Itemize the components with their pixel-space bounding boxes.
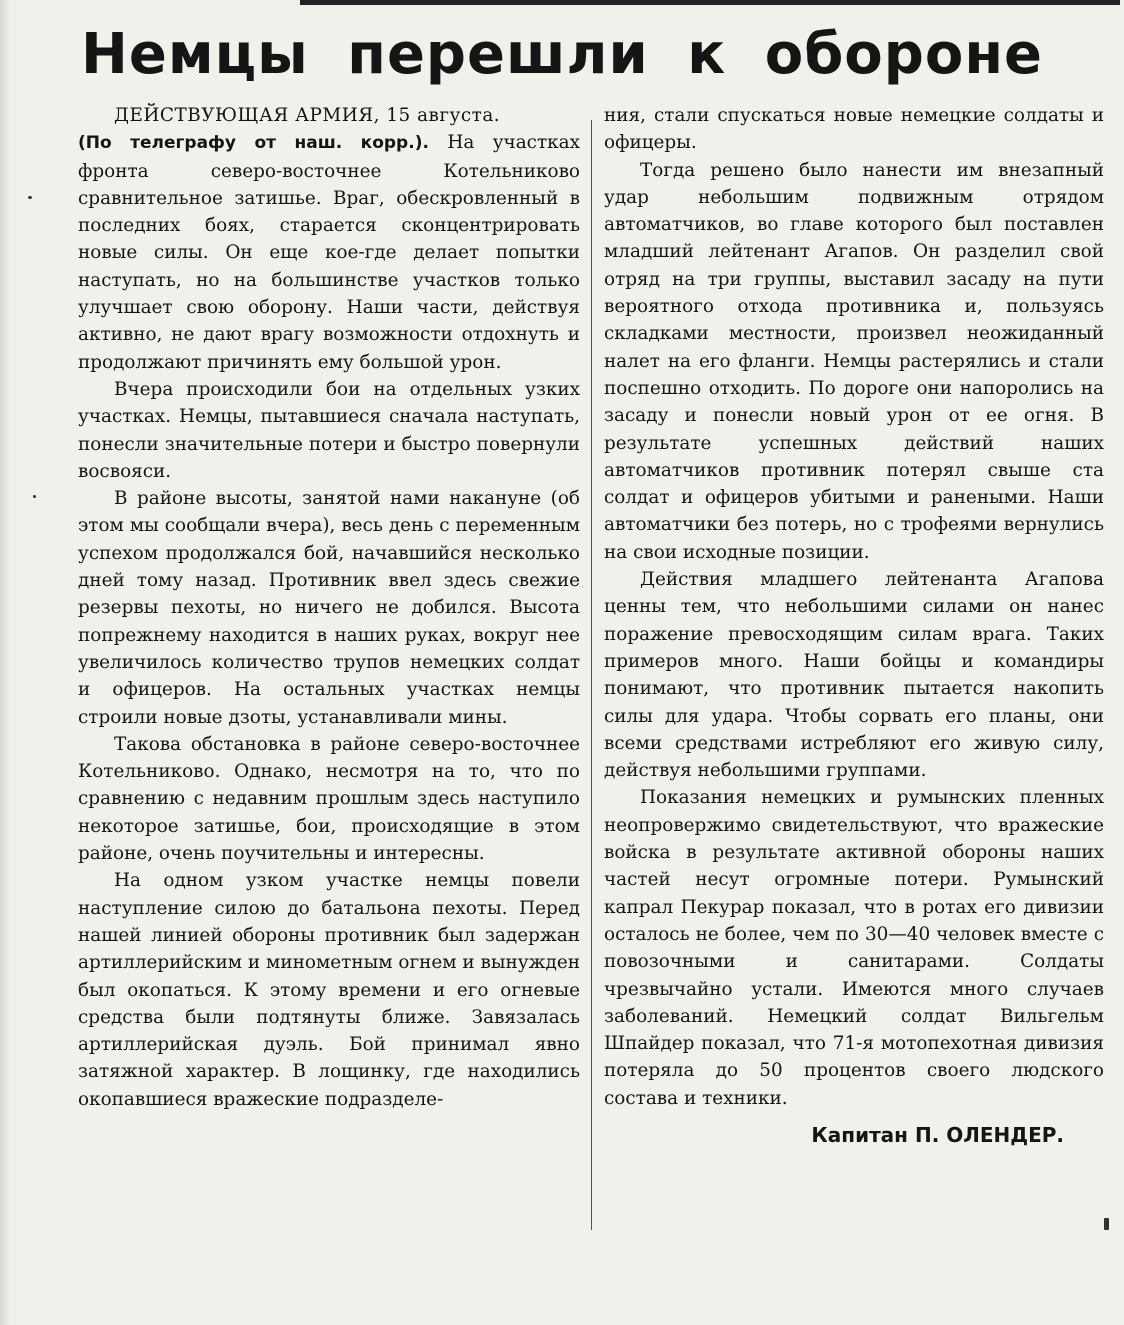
- article-lead-paragraph: [78, 102, 580, 376]
- article-paragraph: Показания немецких и румынских пленных неопровержимо свидетельствуют, что вражеские войска в результате активной обороны наших частей несут огромные потери. Румынский капрал Пекурар показал, что в ротах его дивизии осталось не более, чем по 30—40 человек вместе с повозочными и санитарами. Солдаты чрезвычайно устали. Имеются много случаев заболеваний. Немецкий солдат Вильгельм Шпайдер показал, что 71-я мотопехотная дивизия потеряла до 50 процентов своего людского состава и техники.: [604, 787, 1104, 1109]
- article-paragraph: В районе высоты, занятой нами накануне (об этом мы сообщали вчера), весь день с переменным успехом продолжался бой, начавшийся несколько дней тому назад. Противник ввел здесь свежие резервы пехоты, но ничего не добился. Высота попрежнему находится в наших руках, вокруг нее увеличилось количество трупов немецких солдат и офицеров. На остальных участках немцы строили новые дзоты, устанавливали мины.: [78, 488, 580, 728]
- article-paragraph-continued: ния, стали спускаться новые немецкие солдаты и офицеры.: [604, 105, 1104, 154]
- article-paragraph: Действия младшего лейтенанта Агапова ценны тем, что небольшими силами он нанес поражение превосходящим силам врага. Таких примеров много. Наши бойцы и командиры понимают, что противник пытается накопить силы для удара. Чтобы сорвать его планы, они всеми средствами истребляют его живую силу, действуя небольшими группами.: [604, 569, 1104, 782]
- article-headline: Немцы перешли к обороне: [80, 22, 1043, 87]
- column-divider: [591, 120, 592, 1230]
- article-paragraph: Такова обстановка в районе северо-восточнее Котельниково. Однако, несмотря на то, что по сравнению с недавним прошлым здесь наступило некоторое затишье, бои, происходящие в этом районе, очень поучительны и интересны.: [78, 733, 580, 865]
- article-paragraph: Тогда решено было нанести им внезапный удар небольшим подвижным отрядом автоматчиков, во главе которого был поставлен младший лейтенант Агапов. Он разделил свой отряд на три группы, выставил засаду на пути вероятного отхода противника и, пользуясь складками местности, произвел неожиданный налет на его фланги. Немцы растерялись и стали поспешно отходить. По дороге они напоролись на засаду и понесли новый урон от ее огня. В результате успешных действий наших автоматчиков противник потерял свыше ста солдат и офицеров убитыми и ранеными. Наши автоматчики без потерь, но с трофеями вернулись на свои исходные позиции.: [604, 159, 1104, 563]
- print-speck: [28, 196, 32, 199]
- top-rule: [300, 0, 1120, 5]
- article-paragraph: Вчера происходили бои на отдельных узких участках. Немцы, пытавшиеся сначала наступать, понесли значительные потери и быстро повернули восвояси.: [78, 378, 580, 482]
- article-paragraph: На одном узком участке немцы повели наступление силою до батальона пехоты. Перед нашей линией обороны противник был задержан артиллерийским и минометным огнем и вынужден был окопаться. К этому времени и его огневые средства были подтянуты ближе. Завязалась артиллерийская дуэль. Бой принимал явно затяжной характер. В лощинку, где находились окопавшиеся вражеские подразделе-: [78, 870, 580, 1110]
- print-speck: [1104, 1218, 1109, 1230]
- article-paragraph: На участках фронта северо-восточнее Котельниково сравнительное затишье. Враг, обескровленный в последних боях, старается сконцентрировать новые силы. Он еще кое-где делает попытки наступать, но на большинстве участков только улучшает свою оборону. Наши части, действуя активно, не дают врагу возможности отдохнуть и продолжают причинять ему большой урон.: [78, 132, 580, 373]
- author-signature: Капитан П. ОЛЕНДЕР.: [811, 1122, 1064, 1147]
- dateline: ДЕЙСТВУЮЩАЯ АРМИЯ, 15 августа.: [114, 105, 501, 126]
- article-column-right: [604, 102, 1104, 1149]
- article-column-left: [78, 102, 580, 1113]
- print-speck: [33, 495, 36, 498]
- correspondent-source: (По телеграфу от наш. корр.).: [78, 133, 429, 154]
- paper-edge-shadow: [0, 0, 10, 1325]
